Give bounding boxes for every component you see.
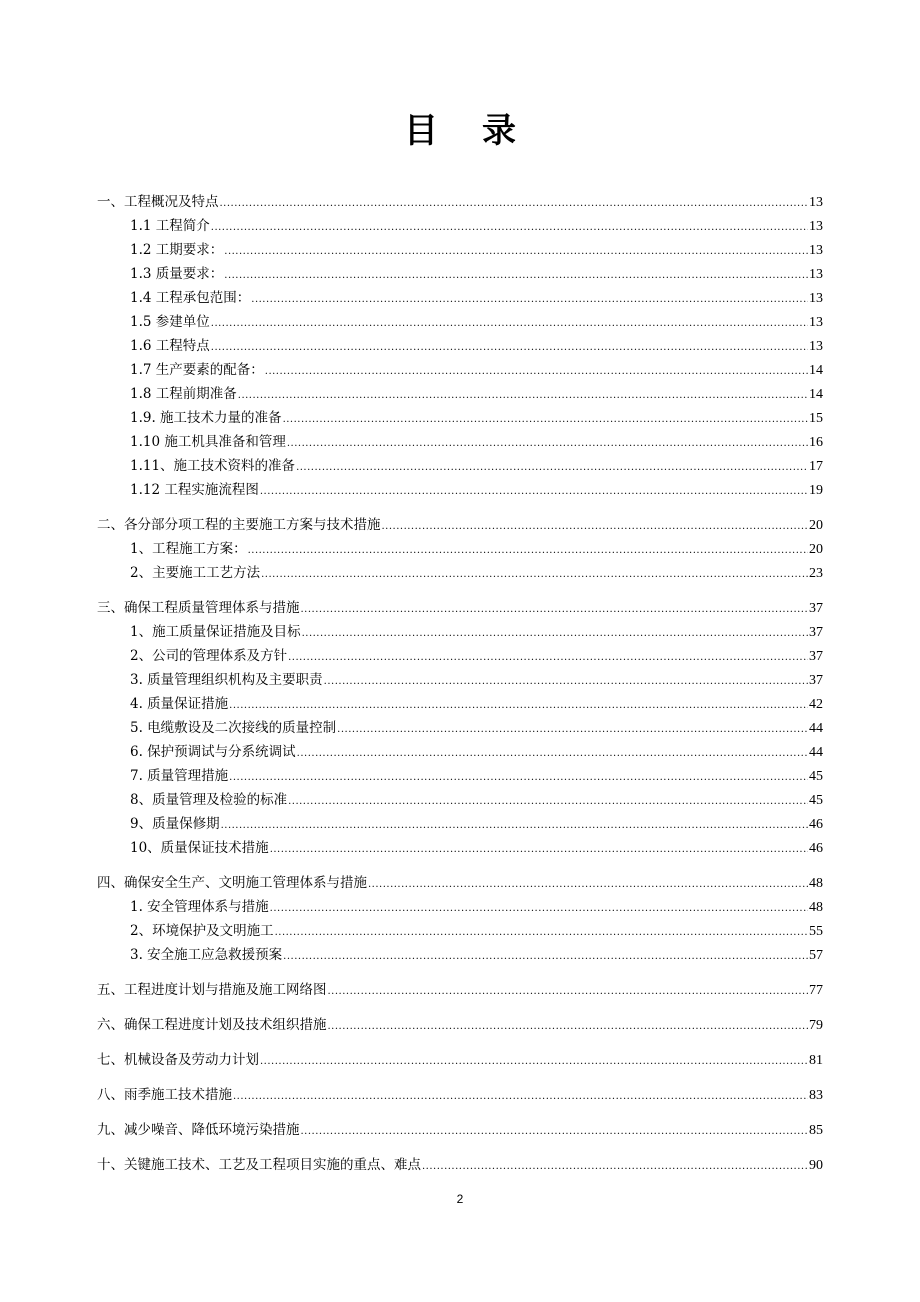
toc-entry-label: 1.3 质量要求： xyxy=(130,266,224,282)
toc-entry-label: 二、各分部分项工程的主要施工方案与技术措施 xyxy=(97,517,381,533)
toc-entry-label: 1.6 工程特点 xyxy=(130,338,210,354)
toc-entry-page: 46 xyxy=(809,817,823,832)
toc-entry[interactable] xyxy=(97,836,823,860)
toc-entry[interactable] xyxy=(97,596,823,620)
toc-entry-page: 13 xyxy=(809,243,823,258)
toc-entry-label: 四、确保安全生产、文明施工管理体系与措施 xyxy=(97,875,367,891)
toc-entry-label: 1、施工质量保证措施及目标 xyxy=(130,624,301,640)
toc-leader-dots xyxy=(287,432,808,456)
toc-entry[interactable] xyxy=(97,1013,823,1037)
toc-entry-label: 9、质量保修期 xyxy=(130,816,220,832)
toc-leader-dots xyxy=(288,646,808,670)
toc-entry-label: 3. 质量管理组织机构及主要职责 xyxy=(130,672,323,688)
toc-entry-page: 13 xyxy=(809,315,823,330)
toc-entry[interactable] xyxy=(97,1083,823,1107)
toc-entry-page: 79 xyxy=(809,1018,823,1033)
toc-leader-dots xyxy=(275,921,808,945)
toc-entry-label: 三、确保工程质量管理体系与措施 xyxy=(97,600,300,616)
toc-entry[interactable] xyxy=(97,644,823,668)
toc-entry-label: 4. 质量保证措施 xyxy=(130,696,229,712)
toc-leader-dots xyxy=(220,192,809,216)
toc-entry-page: 55 xyxy=(809,924,823,939)
toc-entry[interactable] xyxy=(97,561,823,585)
toc-entry-label: 九、减少噪音、降低环境污染措施 xyxy=(97,1122,300,1138)
toc-entry[interactable] xyxy=(97,478,823,502)
toc-entry-label: 8、质量管理及检验的标准 xyxy=(130,792,288,808)
toc-entry[interactable] xyxy=(97,978,823,1002)
toc-leader-dots xyxy=(296,456,808,480)
toc-leader-dots xyxy=(261,563,808,587)
toc-leader-dots xyxy=(265,360,808,384)
toc-entry-page: 19 xyxy=(809,483,823,498)
toc-leader-dots xyxy=(337,718,808,742)
toc-entry-page: 44 xyxy=(809,721,823,736)
toc-entry-page: 23 xyxy=(809,566,823,581)
toc-entry[interactable] xyxy=(97,895,823,919)
toc-entry-label: 5. 电缆敷设及二次接线的质量控制 xyxy=(130,720,337,736)
toc-entry[interactable] xyxy=(97,513,823,537)
toc-leader-dots xyxy=(422,1155,808,1179)
toc-entry-label: 1.4 工程承包范围： xyxy=(130,290,251,306)
toc-entry-label: 1、工程施工方案： xyxy=(130,541,247,557)
toc-leader-dots xyxy=(328,1015,809,1039)
toc-entry[interactable] xyxy=(97,238,823,262)
toc-entry-page: 13 xyxy=(809,267,823,282)
toc-entry[interactable] xyxy=(97,334,823,358)
toc-entry-label: 八、雨季施工技术措施 xyxy=(97,1087,232,1103)
toc-entry[interactable] xyxy=(97,190,823,214)
toc-entry-label: 1.1 工程简介 xyxy=(130,218,210,234)
toc-entry-label: 10、质量保证技术措施 xyxy=(130,840,269,856)
toc-leader-dots xyxy=(283,945,808,969)
toc-entry-page: 13 xyxy=(809,195,823,210)
toc-entry[interactable] xyxy=(97,358,823,382)
toc-entry-page: 77 xyxy=(809,983,823,998)
toc-leader-dots xyxy=(229,694,808,718)
toc-entry-page: 37 xyxy=(809,625,823,640)
toc-entry-label: 1.12 工程实施流程图 xyxy=(130,482,259,498)
toc-entry-label: 七、机械设备及劳动力计划 xyxy=(97,1052,259,1068)
toc-leader-dots xyxy=(368,873,808,897)
toc-entry[interactable] xyxy=(97,406,823,430)
toc-entry-page: 37 xyxy=(809,649,823,664)
toc-entry[interactable] xyxy=(97,871,823,895)
toc-entry[interactable] xyxy=(97,537,823,561)
toc-entry-label: 1. 安全管理体系与措施 xyxy=(130,899,269,915)
toc-entry-page: 48 xyxy=(809,900,823,915)
toc-entry-page: 13 xyxy=(809,219,823,234)
toc-entry[interactable] xyxy=(97,262,823,286)
page-number: 2 xyxy=(456,1192,464,1206)
toc-entry-page: 45 xyxy=(809,793,823,808)
toc-leader-dots xyxy=(270,838,808,862)
toc-entry[interactable] xyxy=(97,943,823,967)
toc-entry[interactable] xyxy=(97,740,823,764)
toc-entry-page: 37 xyxy=(809,673,823,688)
toc-entry-label: 1.10 施工机具准备和管理 xyxy=(130,434,286,450)
toc-entry-page: 16 xyxy=(809,435,823,450)
toc-leader-dots xyxy=(211,216,808,240)
toc-entry-page: 48 xyxy=(809,876,823,891)
toc-leader-dots xyxy=(382,515,809,539)
toc-leader-dots xyxy=(270,897,808,921)
toc-entry[interactable] xyxy=(97,310,823,334)
toc-entry-label: 1.11、施工技术资料的准备 xyxy=(130,458,296,474)
toc-entry-label: 1.2 工期要求： xyxy=(130,242,224,258)
toc-entry-page: 20 xyxy=(809,542,823,557)
toc-leader-dots xyxy=(328,980,809,1004)
toc-leader-dots xyxy=(301,598,809,622)
toc-entry-label: 7. 质量管理措施 xyxy=(130,768,229,784)
toc-entry-page: 37 xyxy=(809,601,823,616)
toc-entry[interactable] xyxy=(97,919,823,943)
table-of-contents xyxy=(97,190,823,1177)
toc-entry[interactable] xyxy=(97,788,823,812)
toc-leader-dots xyxy=(251,288,808,312)
toc-entry-label: 2、环境保护及文明施工 xyxy=(130,923,274,939)
toc-entry-page: 14 xyxy=(809,387,823,402)
toc-leader-dots xyxy=(283,408,808,432)
document-title: 目录 xyxy=(404,111,560,151)
toc-leader-dots xyxy=(324,670,808,694)
toc-entry[interactable] xyxy=(97,382,823,406)
toc-leader-dots xyxy=(224,264,808,288)
toc-entry-page: 13 xyxy=(809,339,823,354)
toc-entry-page: 44 xyxy=(809,745,823,760)
toc-entry-page: 13 xyxy=(809,291,823,306)
toc-entry[interactable] xyxy=(97,1153,823,1177)
toc-leader-dots xyxy=(233,1085,808,1109)
toc-entry-page: 83 xyxy=(809,1088,823,1103)
toc-entry[interactable] xyxy=(97,1048,823,1072)
toc-entry-label: 1.8 工程前期准备 xyxy=(130,386,237,402)
toc-leader-dots xyxy=(260,1050,808,1074)
toc-leader-dots xyxy=(260,480,808,504)
toc-leader-dots xyxy=(302,622,808,646)
toc-leader-dots xyxy=(301,1120,809,1144)
toc-entry[interactable] xyxy=(97,716,823,740)
toc-entry-label: 6. 保护预调试与分系统调试 xyxy=(130,744,296,760)
toc-entry[interactable] xyxy=(97,454,823,478)
toc-entry-page: 20 xyxy=(809,518,823,533)
toc-entry-page: 81 xyxy=(809,1053,823,1068)
toc-entry-page: 90 xyxy=(809,1158,823,1173)
toc-entry-label: 十、关键施工技术、工艺及工程项目实施的重点、难点 xyxy=(97,1157,421,1173)
toc-entry[interactable] xyxy=(97,692,823,716)
toc-entry[interactable] xyxy=(97,620,823,644)
toc-entry[interactable] xyxy=(97,214,823,238)
toc-entry-page: 14 xyxy=(809,363,823,378)
toc-entry-label: 六、确保工程进度计划及技术组织措施 xyxy=(97,1017,327,1033)
toc-entry-page: 45 xyxy=(809,769,823,784)
toc-entry-page: 15 xyxy=(809,411,823,426)
toc-leader-dots xyxy=(288,790,808,814)
toc-entry[interactable] xyxy=(97,1118,823,1142)
toc-entry-label: 五、工程进度计划与措施及施工网络图 xyxy=(97,982,327,998)
toc-entry[interactable] xyxy=(97,668,823,692)
toc-leader-dots xyxy=(211,312,808,336)
toc-entry-page: 57 xyxy=(809,948,823,963)
toc-entry-page: 46 xyxy=(809,841,823,856)
toc-entry-label: 1.7 生产要素的配备： xyxy=(130,362,264,378)
toc-entry[interactable] xyxy=(97,764,823,788)
toc-entry-page: 42 xyxy=(809,697,823,712)
toc-entry-label: 1.9. 施工技术力量的准备 xyxy=(130,410,282,426)
toc-entry-label: 1.5 参建单位 xyxy=(130,314,210,330)
toc-entry-page: 17 xyxy=(809,459,823,474)
toc-entry-label: 一、工程概况及特点 xyxy=(97,194,219,210)
toc-entry-label: 2、公司的管理体系及方针 xyxy=(130,648,288,664)
toc-entry-page: 85 xyxy=(809,1123,823,1138)
toc-leader-dots xyxy=(248,539,808,563)
toc-entry[interactable] xyxy=(97,430,823,454)
toc-entry-label: 3. 安全施工应急救援预案 xyxy=(130,947,283,963)
toc-leader-dots xyxy=(211,336,808,360)
toc-entry[interactable] xyxy=(97,812,823,836)
toc-leader-dots xyxy=(221,814,808,838)
toc-entry[interactable] xyxy=(97,286,823,310)
toc-leader-dots xyxy=(297,742,808,766)
toc-entry-label: 2、主要施工工艺方法 xyxy=(130,565,261,581)
toc-leader-dots xyxy=(224,240,808,264)
toc-leader-dots xyxy=(238,384,808,408)
toc-leader-dots xyxy=(229,766,808,790)
